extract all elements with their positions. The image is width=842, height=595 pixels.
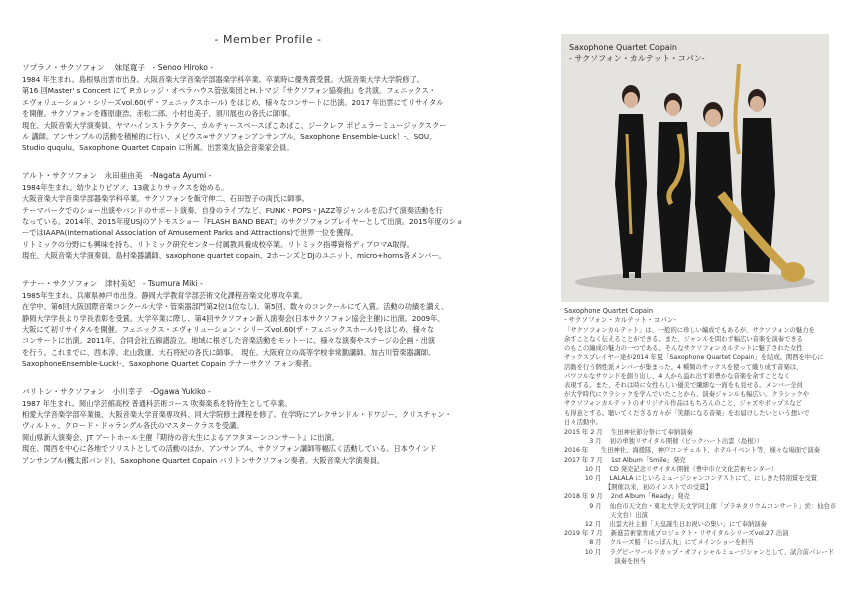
description-line: が大学時代にクラシックを学んでいたことから、演奏ジャンルも幅広い。クラシックや xyxy=(564,391,810,399)
performer-soprano xyxy=(615,85,647,278)
timeline-row: 2017 年 7 月 1st Album「Smile」発売 xyxy=(564,456,686,464)
bio-line: なっている。2014年、2015年度USJのアトモスショー『FLASH BAND BEAT』のサクソフォンプレイヤーとして出演。2015年度のショ xyxy=(22,217,464,227)
photo-caption-ja: - サクソフォン・カルテット・コパン- xyxy=(569,53,705,63)
performer-baritone xyxy=(721,64,805,282)
member-name: テナー・サクソフォン 津村美妃 - Tsumura Miki - xyxy=(22,278,203,288)
bio-line: 岡山県新人演奏会、JT アートホール主催『期待の音大生によるアフタヌーンコンサート』に出演。 xyxy=(22,432,339,442)
member-bio xyxy=(22,398,542,466)
timeline-row: 【開催以来、初のインストでの受賞】 xyxy=(564,484,712,492)
member-profile-senoo xyxy=(22,62,542,154)
bio-line: 相愛大学音楽学部卒業後、大阪音楽大学音楽専攻科、同大学院修士課程を修了。在学時にアレクサンドル・ドワジー、クリスチャン・ xyxy=(22,409,452,419)
quartet-illustration xyxy=(561,34,829,302)
bio-line: 現在、大阪音楽大学演奏員、ヤマハインストラクター、カルチャースペースぽこあぽこ、ジークレフ ポピュラーミュージックスクー xyxy=(22,120,447,130)
member-bio xyxy=(22,182,542,262)
bio-line: 第16 回Master' s Concert にて P.カレッジ・オペラハウス管弦楽団とH.トマジ『サクソフォン協奏曲』を共演。フェニックス・ xyxy=(22,86,436,96)
description-line: サクソフォンカルテットのオリジナル作品はもちろんのこと、ジャズやポップスなど xyxy=(564,400,803,408)
description-line: 活動を行う個性派メンバーが集まった。4 種類のサックスを使って織り成す音楽は、 xyxy=(564,363,803,371)
member-name: ソプラノ・サクソフォン 妹尾寛子 - Senoo Hiroko - xyxy=(22,63,214,72)
bio-line: コンサートに出演。2011年、合同会社五線譜設立。地域に根ざした音楽活動をモットーに、様々な演奏やステージの企画・出演 xyxy=(22,336,436,346)
bio-line: テーマパークでのショー出演やバンドのサポート演奏、自身のライブなど、FUNK・POPS・JAZZ等ジャンルを広げて演奏活動を行 xyxy=(22,205,443,215)
performer-tenor xyxy=(695,102,733,272)
bio-line: を開催。サクソフォンを篠原康浩、赤松二郎、小村也美子、須川展也の各氏に師事。 xyxy=(22,109,295,119)
timeline-row: 10 月 ラグビーワールドカップ・オフィシャルミュージシャンとして、試合前パレード xyxy=(564,548,835,556)
description-line: 「サクソフォンカルテット」は、一般的に珍しい編成でもあるが、サクソフォンの魅力を xyxy=(564,326,815,334)
bio-line: ル 講師。アンサンブルの活動を積極的に行い、メビウス∞サクソフォンアンサンブル、Saxophone Ensemble-Luck！-、SOU、 xyxy=(22,132,437,142)
description-line: サックスプレイヤー達が2014 年夏「Saxophone Quartet Copain」を結成。関西を中心に xyxy=(564,354,824,362)
bio-line: 大阪音楽大学音楽学部器楽学科卒業。サクソフォンを飯守伸二、石田智子の両氏に師事。 xyxy=(22,194,309,204)
bio-line: アンサンブル(楓太郎バンド)、Saxophone Quartet Copain バリトンサクソフォン奏者。大阪音楽大学演奏員。 xyxy=(22,455,385,465)
member-profile-ogawa xyxy=(22,386,542,466)
bio-line: SaxophoneEnsemble-Luck!-、Saxophone Quartet Copain テナーサクソ フォン奏者。 xyxy=(22,359,317,369)
member-name: バリトン・サクソフォン 小川幸子 -Ogawa Yukiko - xyxy=(22,386,211,396)
bio-line: ーではIAAPA(International Association of Amusement Parks and Attractions)で世界一位を獲得。 xyxy=(22,228,358,238)
bio-line: 1987 年生まれ。岡山学芸館高校 普通科芸術コース 吹奏楽系を特待生として卒業。 xyxy=(22,398,292,408)
member-profile-tsumura xyxy=(22,278,542,370)
bio-line: 静岡大学学長より学長表彰を受賞。大学卒業に際し、第4回サクソフォン新人演奏会(日本サクソフォン協会主催)に出演。2009年、 xyxy=(22,313,445,323)
group-profile xyxy=(564,307,837,566)
timeline-row: 天文台）出演 xyxy=(564,511,648,519)
description-line: のもこの編成の魅力の一つである。そんなサクソフォンカルテットに魅了された女性 xyxy=(564,345,803,353)
timeline-row: 2019 年 7 月 新進芸術家育成プロジェクト・リサイタルシリーズvol.27 出演 xyxy=(564,530,789,538)
timeline-row: 10 月 CD 発売記念リサイタル開催（豊中市立文化芸術センター） xyxy=(564,465,778,473)
member-profiles xyxy=(22,62,542,482)
group-name-ja: - サクソフォン・カルテット・コパン- xyxy=(564,316,676,325)
bio-line: エヴォリューション・シリーズvol.60(ザ・フェニックスホール) をはじめ、様々なコンサートに出演。2017 年出雲にてリサイタル xyxy=(22,97,444,107)
page-title: - Member Profile - xyxy=(214,33,322,46)
bio-line: 現在、関西を中心に各地でソリストとしての活動のほか、アンサンブル、サクソフォン講師等幅広く活動している。日本ウインド xyxy=(22,444,437,454)
activity-timeline xyxy=(564,428,837,566)
description-line: パワフルなサウンドを創り出し、4 人から溢れ出す彩豊かな音楽を余すことなく xyxy=(564,372,791,380)
bio-line: Studio ququlu、Saxophone Quartet Copain に所属。出雲楽友協会音楽家会員。 xyxy=(22,143,294,153)
timeline-row: 9 月 仙台市天文台・東北大学天文学同主催「プラネタリウムコンサート」於：仙台市 xyxy=(564,502,837,510)
bio-line: 在学中、第6回大阪国際音楽コンクール大学・管楽器部門第2位(1位なし)、第5回、数々のコンクールにて入賞。活動の功績を讃え、 xyxy=(22,302,449,312)
photo-caption xyxy=(569,43,705,64)
timeline-row: 8 月 クルーズ船「にっぽん丸」にてメインショーを担当 xyxy=(564,539,754,547)
member-bio xyxy=(22,74,542,154)
timeline-row: 3 月 初の単独リサイタル開催（ピックハート出雲（島根）） xyxy=(564,438,763,446)
member-bio xyxy=(22,290,542,370)
bio-line: 1984年生まれ。幼少よりピアノ、13歳よりサックスを始める。 xyxy=(22,182,229,192)
bio-line: 大阪にて初リサイタルを開催。フェニックス・エヴォリューション・シリーズvol.60(ザ・フェニックスホール)をはじめ、様々な xyxy=(22,324,435,334)
bio-line: 1985年生まれ。兵庫県神戸市出身。静岡大学教育学部芸術文化課程音楽文化専攻卒業。 xyxy=(22,290,307,300)
description-line: 表現する。また、それは時に女性らしい優美で繊細な一面をも見せる。メンバー全員 xyxy=(564,382,803,390)
group-photo xyxy=(561,34,829,302)
member-profile-nagata xyxy=(22,170,542,262)
timeline-row: 2015 年 2 月 生田神社節分祭にて奉納演奏 xyxy=(564,429,693,437)
description-line: も得意とする。聴いてくださる方々が「笑顔になる音楽」をお届けしたいという想いで xyxy=(564,409,810,417)
timeline-row: 12 月 出雲大社主催「天皇誕生日お祝いの集い」にて奉納演奏 xyxy=(564,521,767,529)
bio-line: 1984 年生まれ。島根県出雲市出身。大阪音楽大学音楽学部器楽学科卒業。卒業時に優秀賞受賞。大阪音楽大学大学院修了。 xyxy=(22,75,424,84)
timeline-row: 2018 年 9 月 2nd Album「Ready」発売 xyxy=(564,493,690,501)
bio-line: を行う。これまでに、西本淳、北山敦康、大石将紀の各氏に師事。 現在、大阪府立の高等学校非常勤講師、加古川管楽器講師、 xyxy=(22,347,436,357)
performer-alto xyxy=(657,93,691,272)
group-name-en: Saxophone Quartet Copain xyxy=(564,307,654,315)
group-description xyxy=(564,326,832,427)
description-line: 余すことなく伝えることができる。また、ジャンルを問わず幅広い音楽を演奏できる xyxy=(564,336,803,344)
timeline-row: 2016 年 生田神社、海援隊、神戸コンチェルト、ホテルイベント等、様々な場面で演奏 xyxy=(564,447,820,455)
bio-line: ヴィルトゥ、クロード・ドゥラングル各氏のマスタークラスを受講。 xyxy=(22,421,244,431)
description-line: 日々活動中。 xyxy=(564,418,602,426)
timeline-row: 演奏を担当 xyxy=(564,557,646,565)
bio-line: リトミックの分野にも興味を持ち、リトミック研究センター付属教具養成校卒業。リトミック指導資格ディプロマA取得。 xyxy=(22,239,414,249)
bio-line: 現在、大阪音楽大学演奏員、島村楽器講師、saxophone quartet copain、2ホーンズとDJのユニット、micro+horns各メンバー。 xyxy=(22,251,446,261)
member-name: アルト・サクソフォン 永田亜由美 -Nagata Ayumi - xyxy=(22,170,212,180)
photo-caption-en: Saxophone Quartet Copain xyxy=(569,43,677,52)
timeline-row: 10 月 LALALA にじいろミュージシャンコンテストにて、にしきた特別賞を受賞 xyxy=(564,475,818,483)
